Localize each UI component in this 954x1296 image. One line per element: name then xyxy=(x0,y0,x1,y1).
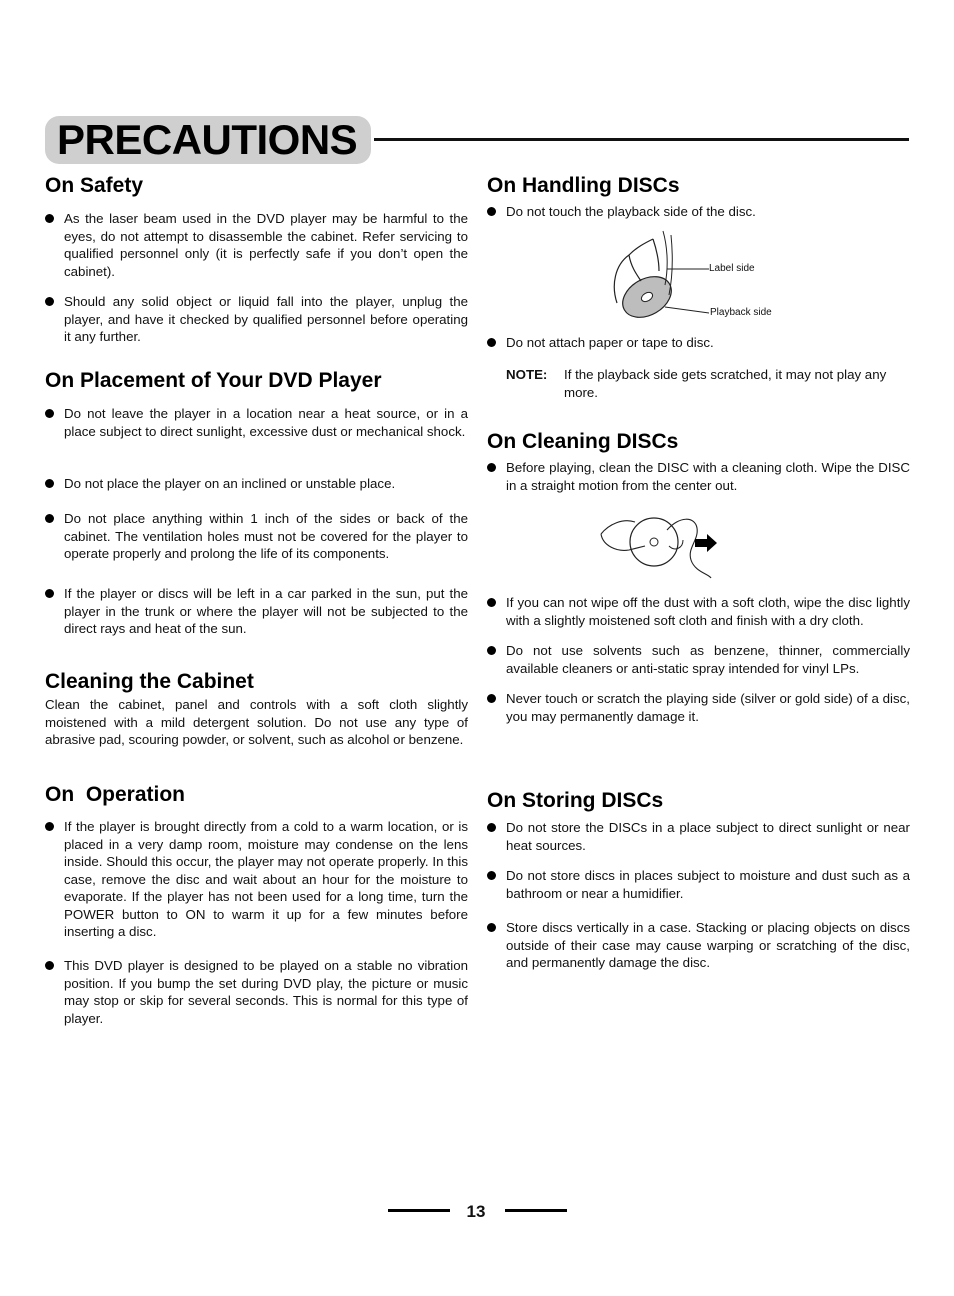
cleaning-item xyxy=(487,642,910,677)
page-title: PRECAUTIONS xyxy=(45,116,371,164)
page-number-rule-left xyxy=(388,1209,450,1212)
bullet-icon xyxy=(45,514,54,523)
bullet-icon xyxy=(45,409,54,418)
bullet-icon xyxy=(487,823,496,832)
page-number-rule-right xyxy=(505,1209,567,1212)
left-column xyxy=(45,0,468,1100)
handling-item xyxy=(487,334,910,352)
safety-item xyxy=(45,210,468,280)
cleaning-item xyxy=(487,459,910,494)
bullet-icon xyxy=(487,871,496,880)
placement-item xyxy=(45,405,468,440)
placement-item xyxy=(45,510,468,563)
bullet-icon xyxy=(45,297,54,306)
disc-handling-figure xyxy=(607,225,797,325)
cleaning-item xyxy=(487,690,910,725)
placement-item-text: Do not leave the player in a location near a heat source, or in a place subject to direct sunlight, excessive dust or mechanical shock. xyxy=(64,406,468,439)
handling-item xyxy=(487,203,910,221)
note-label: NOTE: xyxy=(506,367,548,382)
safety-item-text: As the laser beam used in the DVD player may be harmful to the eyes, do not attempt to disassemble the cabinet. Refer servicing to qualified personnel only (it is perfectly safe if you don’t open the cabinet). xyxy=(64,211,468,279)
placement-item-text: Do not place anything within 1 inch of the sides or back of the cabinet. The ventilation holes must not be covered for the player to operate properly and prolong the life of its components. xyxy=(64,511,468,561)
storing-item xyxy=(487,919,910,972)
safety-item xyxy=(45,293,468,346)
bullet-icon xyxy=(45,479,54,488)
handling-note xyxy=(506,366,929,402)
safety-item-text: Should any solid object or liquid fall into the player, unplug the player, and have it checked by qualified personnel before operating it any further. xyxy=(64,294,468,344)
right-column xyxy=(487,0,910,1100)
operation-item xyxy=(45,818,468,941)
playback-side-label: Playback side xyxy=(710,307,772,318)
cleaning-item-text: Before playing, clean the DISC with a cleaning cloth. Wipe the DISC in a straight motion from the center out. xyxy=(506,460,910,493)
handling-heading: On Handling DISCs xyxy=(487,174,680,197)
placement-item xyxy=(45,475,468,493)
placement-item-text: Do not place the player on an inclined or unstable place. xyxy=(64,476,396,491)
operation-heading: On Operation xyxy=(45,783,186,806)
storing-item-text: Store discs vertically in a case. Stacking or placing objects on discs outside of their case may cause warping or scratching of the disc, and permanently damage the disc. xyxy=(506,920,910,970)
bullet-icon xyxy=(487,694,496,703)
cleaning-item-text: Never touch or scratch the playing side (silver or gold side) of a disc, you may permanently damage it. xyxy=(506,691,910,724)
storing-item-text: Do not store the DISCs in a place subject to direct sunlight or near heat sources. xyxy=(506,820,910,853)
cabinet-text: Clean the cabinet, panel and controls with a soft cloth slightly moistened with a mild detergent solution. Do not use any type of abrasive pad, scouring powder, or solvent, such as alcohol or benzene. xyxy=(45,697,468,747)
label-side-label: Label side xyxy=(709,263,755,274)
operation-item xyxy=(45,957,468,1027)
cleaning-heading: On Cleaning DISCs xyxy=(487,430,679,453)
placement-item xyxy=(45,585,468,638)
cabinet-heading: Cleaning the Cabinet xyxy=(45,670,254,693)
cleaning-item-text: Do not use solvents such as benzene, thinner, commercially available cleaners or anti-static spray intended for vinyl LPs. xyxy=(506,643,910,676)
bullet-icon xyxy=(45,961,54,970)
bullet-icon xyxy=(45,589,54,598)
bullet-icon xyxy=(487,646,496,655)
cloth-wiping-disc-icon xyxy=(599,512,734,582)
bullet-icon xyxy=(487,598,496,607)
bullet-icon xyxy=(45,214,54,223)
placement-heading: On Placement of Your DVD Player xyxy=(45,369,382,392)
bullet-icon xyxy=(487,923,496,932)
bullet-icon xyxy=(487,207,496,216)
handling-item-text: Do not touch the playback side of the disc. xyxy=(506,204,756,219)
bullet-icon xyxy=(487,463,496,472)
cleaning-item xyxy=(487,594,910,629)
placement-item-text: If the player or discs will be left in a car parked in the sun, put the player in the trunk or where the player will not be subjected to the direct rays and heat of the sun. xyxy=(64,586,468,636)
safety-heading: On Safety xyxy=(45,174,144,197)
disc-cleaning-figure xyxy=(599,512,734,582)
bullet-icon xyxy=(487,338,496,347)
storing-heading: On Storing DISCs xyxy=(487,789,664,812)
bullet-icon xyxy=(45,822,54,831)
storing-item-text: Do not store discs in places subject to moisture and dust such as a bathroom or near a humidifier. xyxy=(506,868,910,901)
storing-item xyxy=(487,867,910,902)
operation-item-text: This DVD player is designed to be played on a stable no vibration position. If you bump the set during DVD play, the picture or music may stop or skip for several seconds. This is normal for this type of player. xyxy=(64,958,468,1026)
cleaning-item-text: If you can not wipe off the dust with a soft cloth, wipe the disc lightly with a slightly moistened soft cloth and finish with a dry cloth. xyxy=(506,595,910,628)
handling-item-text: Do not attach paper or tape to disc. xyxy=(506,335,714,350)
note-text: If the playback side gets scratched, it may not play any more. xyxy=(564,367,887,400)
page-number: 13 xyxy=(466,1202,486,1221)
storing-item xyxy=(487,819,910,854)
operation-item-text: If the player is brought directly from a cold to a warm location, or is placed in a very damp room, moisture may condense on the lens inside. Should this occur, the player may not operate properly. In this case, remove the disc and wait about an hour for the moisture to evaporate. If the player has not been used for a long time, turn the POWER button to ON to warm it up for a few minutes before inserting a disc. xyxy=(64,819,468,939)
